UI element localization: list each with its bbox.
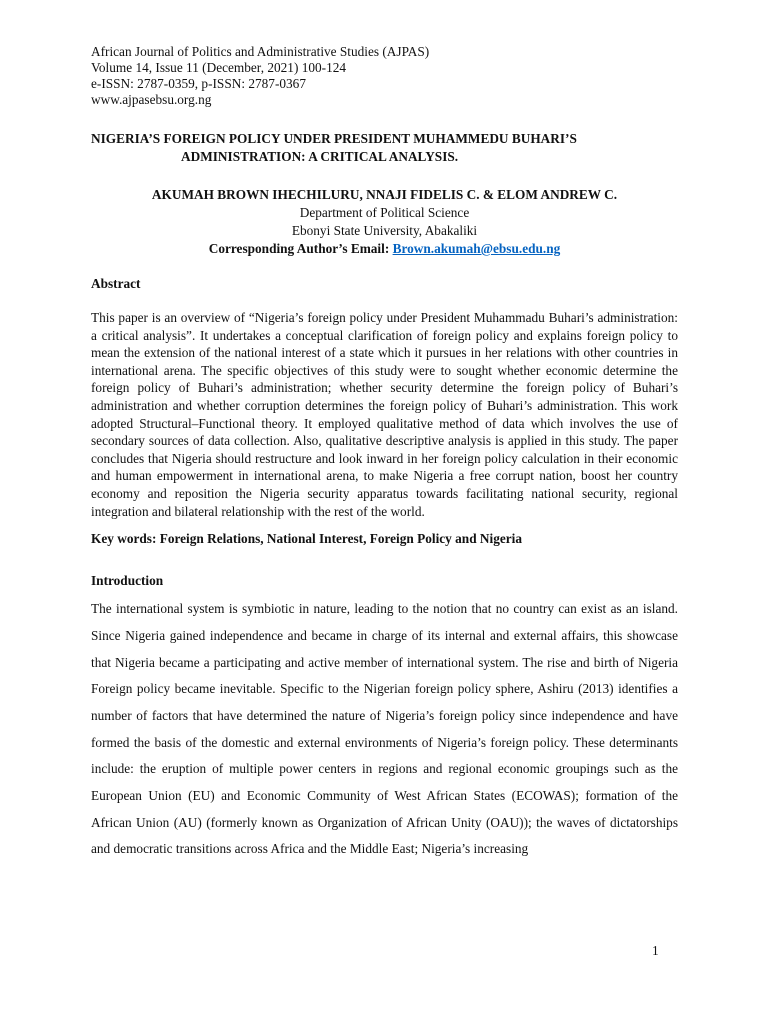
paper-title [91,130,678,166]
email-link[interactable]: Brown.akumah@ebsu.edu.ng [392,241,561,256]
paper-page [91,44,678,863]
title-line-1: NIGERIA’S FOREIGN POLICY UNDER PRESIDENT MUHAMMEDU BUHARI’S [91,131,577,146]
abstract-heading: Abstract [91,276,141,291]
introduction-text: The international system is symbiotic in nature, leading to the notion that no country can exist as an island. Since Nigeria gained independence and became in charge of its internal and external affairs, this showcase that Nigeria became a participating and active member of international system. The rise and birth of Nigeria Foreign policy became inevitable. Specific to the Nigerian foreign policy sphere, Ashiru (2013) identifies a number of factors that have determined the nature of Nigeria’s foreign policy since independence and have formed the basis of the domestic and external environments of Nigeria’s foreign policy. These determinants include: the eruption of multiple power centers in regions and regional economic groupings such as the European Union (EU) and Economic Community of West African States (ECOWAS); formation of the African Union (AU) (formerly known as Organization of African Unity (OAU)); the waves of dictatorships and democratic transitions across Africa and the Middle East; Nigeria’s increasing [91,601,678,857]
keywords: Key words: Foreign Relations, National Interest, Foreign Policy and Nigeria [91,531,523,547]
title-line-2: ADMINISTRATION: A CRITICAL ANALYSIS. [181,149,459,164]
page-number: 1 [652,943,659,958]
journal-issn: e-ISSN: 2787-0359, p-ISSN: 2787-0367 [91,76,306,91]
journal-volume: Volume 14, Issue 11 (December, 2021) 100-124 [91,60,347,75]
university: Ebonyi State University, Abakaliki [291,223,478,238]
email-label: Corresponding Author’s Email: [208,241,393,256]
corresponding-email-line [91,240,678,258]
department: Department of Political Science [299,205,470,220]
journal-website: www.ajpasebsu.org.ng [91,92,212,107]
journal-name: African Journal of Politics and Administrative Studies (AJPAS) [91,44,430,59]
introduction-heading: Introduction [91,573,164,589]
author-list: AKUMAH BROWN IHECHILURU, NNAJI FIDELIS C. & ELOM ANDREW C. [151,187,618,202]
abstract-text: This paper is an overview of “Nigeria’s foreign policy under President Muhammadu Buhari’s administration: a critical analysis”. It undertakes a conceptual clarification of foreign policy and explains foreign policy to mean the extension of the national interest of a state which it pursues in her relations with other countries in international arena. The specific objectives of this study were to sought whether economic determine the foreign policy of Buhari’s administration; whether security determine the foreign policy of Buhari’s administration and whether corruption determines the foreign policy of Buhari’s administration. This work adopted Structural–Functional theory. It employed qualitative method of data which involves the use of secondary sources of data collection. Also, qualitative descriptive analysis is applied in this study. The paper concludes that Nigeria should restructure and look inward in her foreign policy calculation in their economic and human empowerment in international arena, to make Nigeria a free corrupt nation, boost her country economy and reposition the Nigeria security apparatus towards facilitating national security, regional integration and bilateral relationship with the rest of the world. [91,310,678,519]
